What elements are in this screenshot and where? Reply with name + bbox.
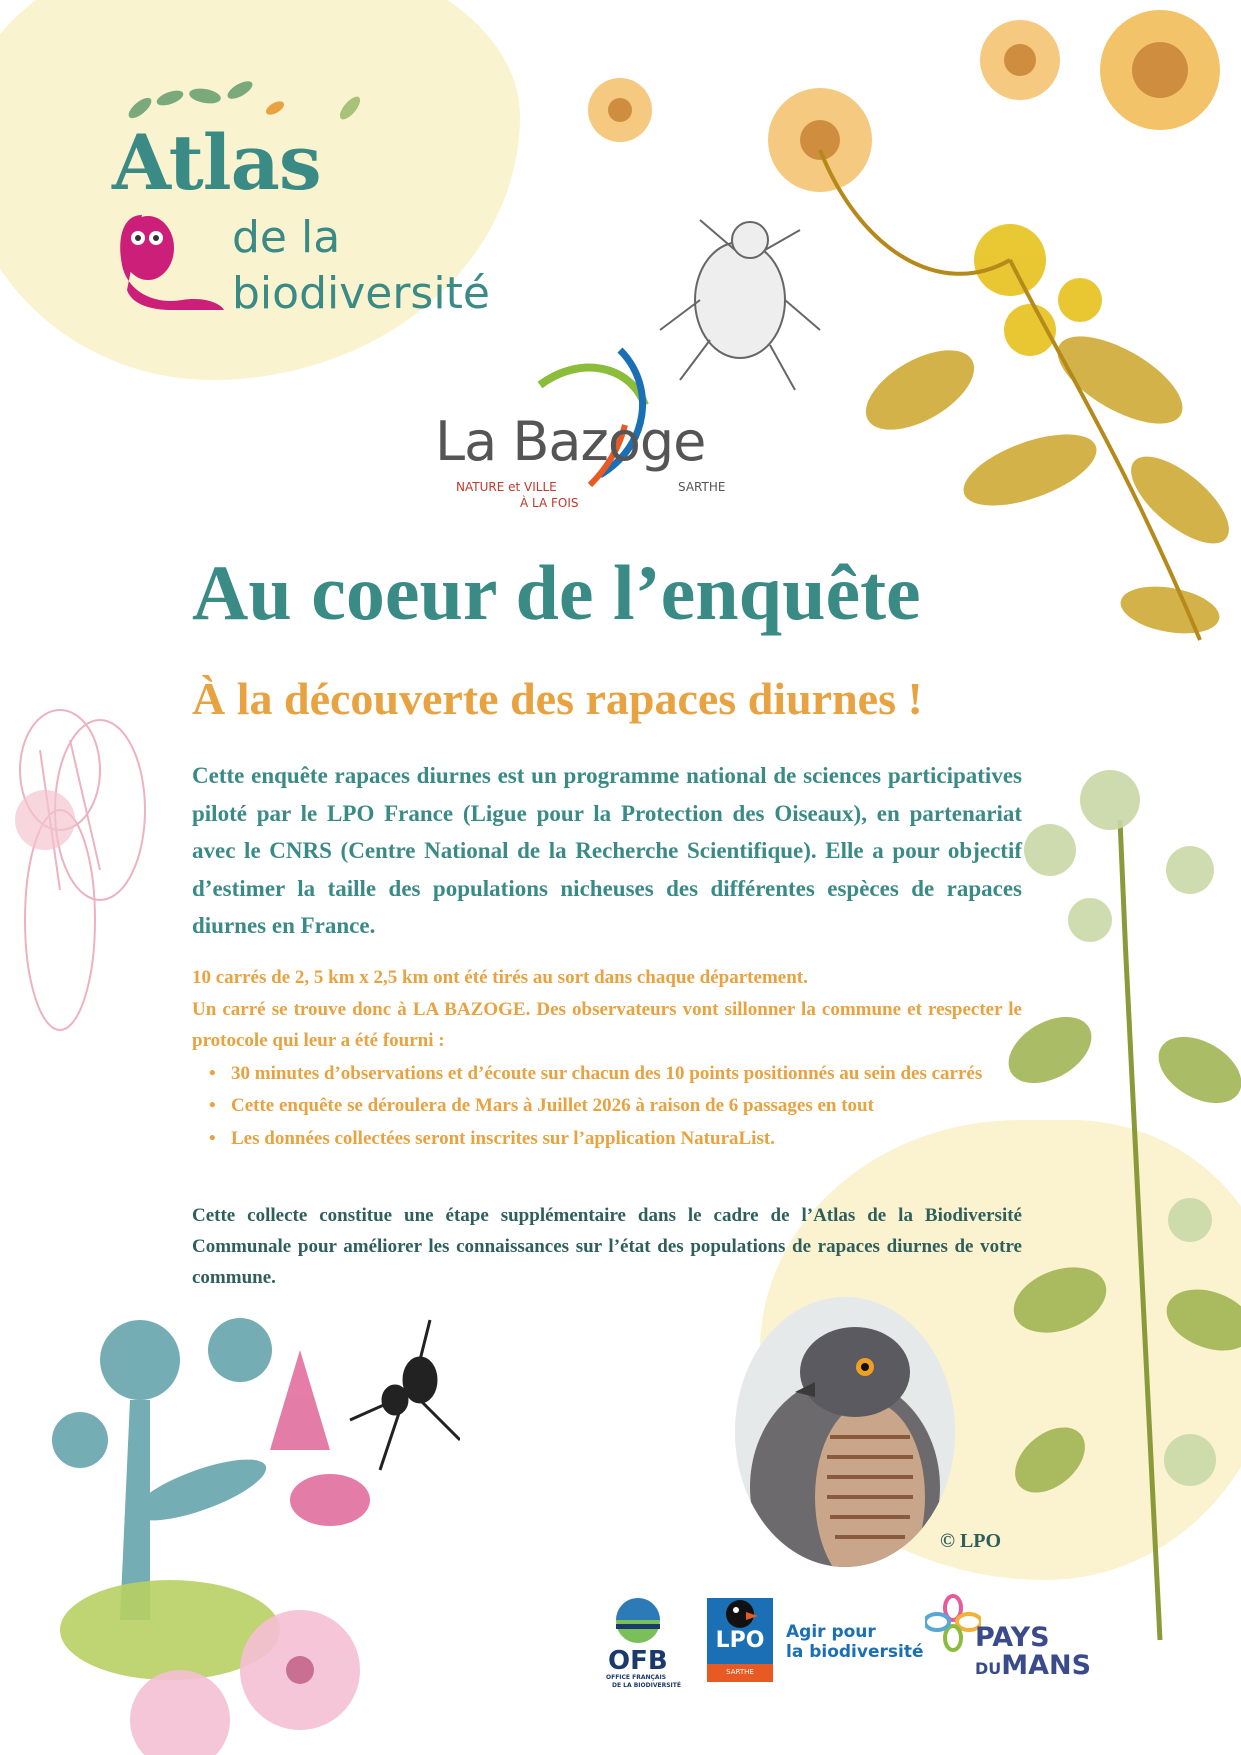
protocol-list: [192, 1058, 1022, 1155]
intro-paragraph: Cette enquête rapaces diurnes est un programme national de sciences participatives piloté par le LPO France (Ligue pour la Protection des Oiseaux), en partenariat avec le CNRS (Centre National de la Recherche Scientifique). Elle a pour objectif d’estimer la taille des populations nicheuses des différentes espèces de rapaces diurnes en France.: [192, 763, 1022, 938]
lpo-slogan-line-1: Agir pour: [786, 1622, 876, 1642]
herb-illustration-right: [990, 760, 1241, 1660]
page-subtitle: À la découverte des rapaces diurnes !: [192, 673, 923, 724]
pays-du-mans-mans: MANS: [1001, 1650, 1092, 1681]
bazoge-logo-region: SARTHE: [678, 480, 726, 494]
thistle-and-flower-illustration: [0, 1290, 460, 1755]
lpo-slogan: [786, 1622, 924, 1662]
list-item: • Cette enquête se déroulera de Mars à Juillet 2026 à raison de 6 passages en tout: [231, 1090, 1022, 1122]
ofb-logo-subtitle-1: OFFICE FRANÇAIS: [606, 1674, 667, 1681]
protocol-line-2: Un carré se trouve donc à LA BAZOGE. Des observateurs vont sillonner la commune et respecter le protocole qui leur a été fourni :: [192, 998, 1022, 1051]
lpo-logo-text: LPO: [715, 1628, 765, 1653]
puffin-icon: [720, 1596, 760, 1628]
pays-du-mans-du: DU: [975, 1659, 1002, 1678]
ofb-logo-text: OFB: [608, 1646, 668, 1676]
bazoge-logo-tagline-2: À LA FOIS: [520, 496, 579, 510]
bazoge-logo-tagline-1: NATURE et VILLE: [456, 480, 557, 494]
bazoge-logo-name: La Bazoge: [435, 410, 706, 473]
dragonfly-illustration: [0, 690, 170, 1130]
owl-icon: [112, 210, 227, 315]
lpo-logo-subtitle: SARTHE: [726, 1668, 754, 1676]
atlas-logo-biodiversite: biodiversité: [232, 268, 490, 319]
sparrowhawk-photo: [735, 1297, 955, 1567]
ofb-logo-subtitle-2: DE LA BIODIVERSITÉ: [612, 1682, 681, 1689]
protocol-line-1: 10 carrés de 2, 5 km x 2,5 km ont été tirés au sort dans chaque département.: [192, 967, 808, 988]
conclusion-paragraph: Cette collecte constitue une étape supplémentaire dans le cadre de l’Atlas de la Biodiversité Communale pour améliorer les connaissances sur l’état des populations de rapaces diurnes de votre commune.: [192, 1205, 1022, 1288]
pays-du-mans-logo-line-2: [975, 1650, 1091, 1681]
list-item: • 30 minutes d’observations et d’écoute sur chacun des 10 points positionnés au sein des carrés: [231, 1058, 1022, 1090]
pays-du-mans-flower-icon: [925, 1594, 981, 1660]
photo-credit: © LPO: [940, 1530, 1002, 1552]
pays-du-mans-logo-line-1: PAYS: [975, 1622, 1050, 1653]
list-item: • Les données collectées seront inscrites sur l’application NaturaList.: [231, 1123, 1022, 1155]
protocol-section: [192, 962, 1022, 1154]
page-title: Au coeur de l’enquête: [192, 549, 921, 636]
ofb-globe-icon: [614, 1598, 662, 1644]
sparrowhawk-image: [735, 1297, 955, 1567]
lpo-slogan-line-2: la biodiversité: [786, 1642, 924, 1662]
atlas-logo-de-la: de la: [232, 212, 341, 263]
atlas-logo-title: Atlas: [112, 118, 321, 207]
